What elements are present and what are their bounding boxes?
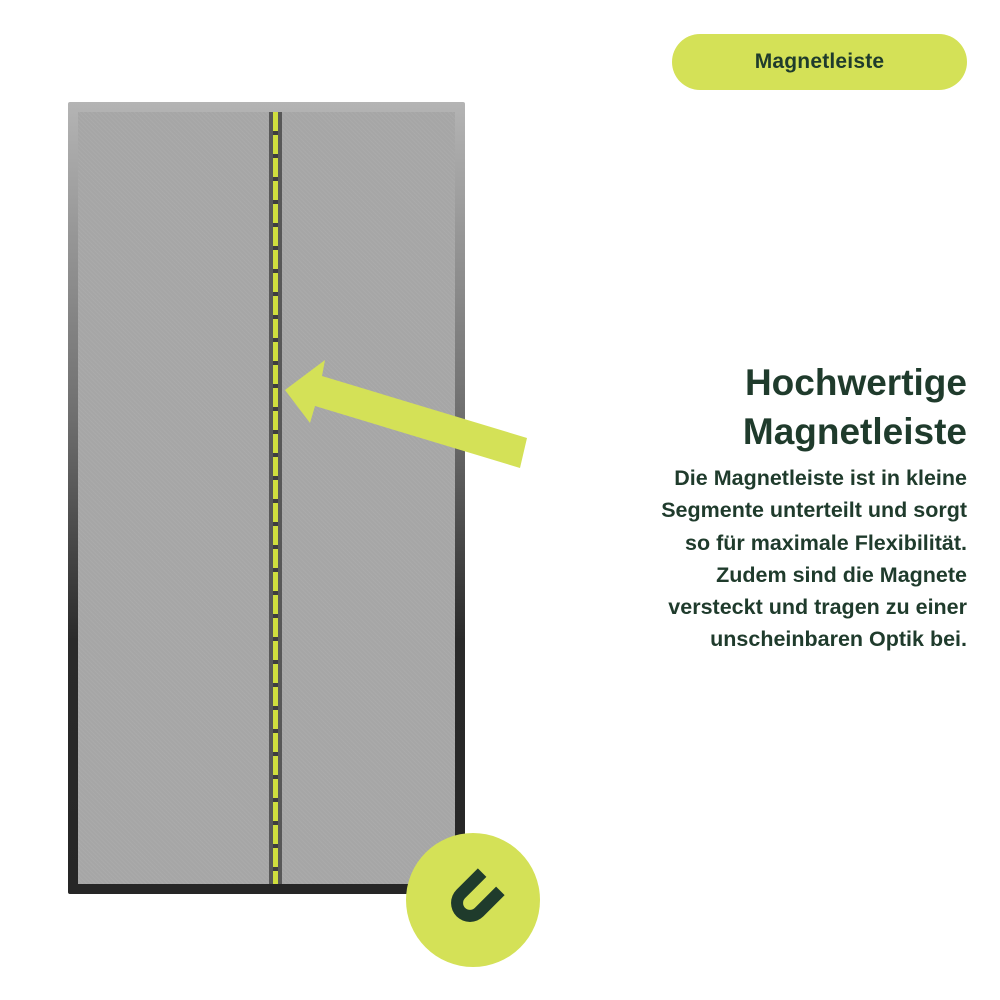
arrow-icon xyxy=(280,360,535,475)
description-line: Die Magnetleiste ist in kleine xyxy=(674,466,967,490)
description-line: Zudem sind die Magnete xyxy=(716,562,967,587)
headline-line: Magnetleiste xyxy=(742,411,967,452)
mesh-panel xyxy=(78,112,455,884)
description-line: so für maximale Flexibilität. xyxy=(685,530,967,555)
magnet-icon xyxy=(430,857,516,943)
center-seam xyxy=(269,112,282,884)
feature-badge xyxy=(672,34,967,90)
description-line: Segmente unterteilt und sorgt xyxy=(661,498,967,523)
description-line: versteckt und tragen zu einer xyxy=(668,595,967,620)
description xyxy=(547,462,967,656)
headline xyxy=(743,358,967,456)
magnet-badge xyxy=(406,833,540,967)
description-line: unscheinbaren Optik bei. xyxy=(710,627,967,652)
fly-screen-door xyxy=(68,102,465,894)
arrow-shape xyxy=(285,360,527,468)
magnet-shape xyxy=(443,868,504,929)
feature-badge-label: Magnetleiste xyxy=(754,50,885,73)
magnet-strip xyxy=(273,112,278,884)
headline-line: Hochwertige xyxy=(744,362,967,403)
